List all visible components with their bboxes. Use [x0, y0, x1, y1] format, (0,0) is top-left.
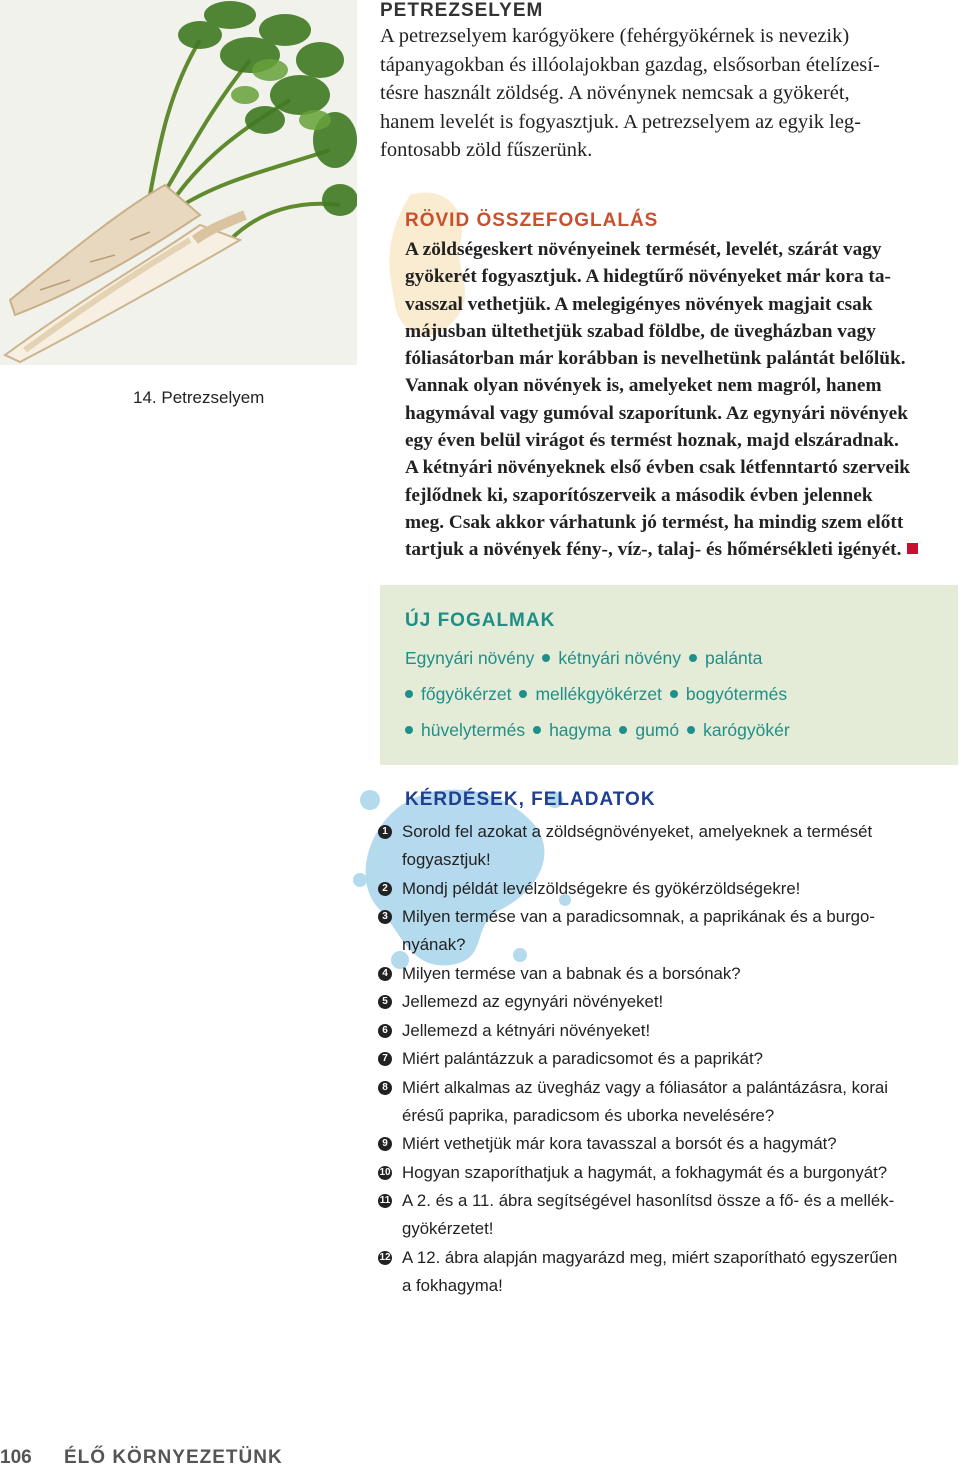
concepts-row — [397, 720, 790, 741]
question-item — [378, 903, 960, 959]
concepts-row — [405, 648, 762, 669]
concepts-heading: ÚJ FOGALMAK — [405, 610, 556, 631]
question-line: fogyasztjuk! — [402, 850, 491, 869]
question-line: érésű paprika, paradicsom és uborka nevelésére? — [402, 1105, 775, 1125]
concept-term: karógyökér — [703, 720, 790, 740]
bullet-icon — [542, 654, 550, 662]
question-item — [378, 818, 960, 874]
bullet-icon — [533, 726, 541, 734]
intro-paragraph — [380, 22, 955, 165]
intro-line: fontosabb zöld fűszerünk. — [380, 139, 593, 161]
number-badge-icon: 9 — [378, 1137, 392, 1151]
concept-term: hagyma — [549, 720, 612, 740]
summary-line: egy éven belül virágot és termést hoznak, majd elszáradnak. — [405, 430, 899, 452]
number-badge-icon: 5 — [378, 995, 392, 1009]
number-badge-icon: 12 — [379, 1251, 391, 1263]
concept-term: hüvelytermés — [421, 720, 526, 740]
question-line: Hogyan szaporíthatjuk a hagymát, a fokhagymát és a burgonyát? — [402, 1162, 888, 1182]
number-badge-icon: 10 — [379, 1166, 391, 1178]
concepts-row — [397, 684, 787, 705]
question-line: Miért palántázzuk a paradicsomot és a paprikát? — [402, 1049, 763, 1068]
summary-line: meg. Csak akkor várhatunk jó termést, ha mindig szem előtt — [405, 511, 904, 533]
summary-heading: RÖVID ÖSSZEFOGLALÁS — [405, 210, 659, 231]
number-badge-icon: 8 — [378, 1081, 392, 1095]
question-line: Milyen termése van a babnak és a borsónak? — [402, 963, 741, 983]
number-badge-icon: 6 — [378, 1024, 392, 1038]
concept-term: gumó — [635, 720, 680, 740]
intro-line: A petrezselyem karógyökere (fehérgyökérnek is nevezik) — [380, 25, 850, 47]
number-badge-icon: 3 — [378, 910, 392, 924]
question-line: a fokhagyma! — [402, 1275, 503, 1295]
question-line: Miért alkalmas az üvegház vagy a fóliasátor a palántázásra, korai — [402, 1077, 888, 1097]
question-line: Miért vethetjük már kora tavasszal a borsót és a hagymát? — [402, 1134, 837, 1153]
number-badge-icon: 7 — [378, 1052, 392, 1066]
question-line: Mondj példát levélzöldségekre és gyökérzöldségekre! — [402, 878, 801, 898]
questions-heading: KÉRDÉSEK, FELADATOK — [405, 789, 656, 810]
concept-term: bogyótermés — [685, 684, 788, 704]
question-item — [378, 1187, 960, 1243]
summary-line: fejlődnek ki, szaporítószerveik a második évben jelennek — [405, 484, 873, 506]
number-badge-icon: 1 — [378, 825, 392, 839]
page-number: 106 — [0, 1447, 32, 1468]
question-item — [378, 1159, 960, 1187]
question-line: A 2. és a 11. ábra segítségével hasonlítsd össze a fő- és a mellék- — [402, 1191, 895, 1210]
question-line: Jellemezd az egynyári növényeket! — [402, 992, 664, 1011]
question-item — [378, 1244, 960, 1300]
question-line: Sorold fel azokat a zöldségnövényeket, amelyeknek a termését — [402, 822, 873, 841]
intro-line: tápanyagokban és illóolajokban gazdag, elsősorban ételízesí- — [380, 53, 880, 76]
question-line: Milyen termése van a paradicsomnak, a paprikának és a burgo- — [402, 907, 875, 926]
question-line: gyökérzetet! — [402, 1219, 494, 1238]
summary-line-last: tartjuk a növények fény-, víz-, talaj- és hőmérsékleti igényét. — [405, 536, 957, 563]
concept-term: palánta — [704, 648, 763, 668]
intro-line: hanem levelét is fogyasztjuk. A petrezselyem az egyik leg- — [380, 110, 862, 133]
bullet-icon — [670, 690, 678, 698]
concept-term: főgyökérzet — [421, 684, 512, 704]
question-item — [378, 875, 960, 903]
question-line: A 12. ábra alapján magyarázd meg, miért szaporítható egyszerűen — [402, 1247, 898, 1267]
summary-line: májusban ültethetjük szabad földbe, de üvegházban vagy — [405, 320, 876, 342]
end-square-icon — [907, 543, 918, 554]
concept-term: Egynyári növény — [405, 648, 535, 668]
figure-caption: 14. Petrezselyem — [133, 388, 265, 407]
summary-line: hagymával vagy gumóval szaporítunk. Az egynyári növények — [405, 402, 908, 424]
question-item — [378, 1130, 960, 1158]
question-item — [378, 1045, 960, 1073]
summary-line: gyökerét fogyasztjuk. A hidegtűrő növényeket már kora ta- — [405, 266, 891, 288]
bullet-icon — [519, 690, 527, 698]
question-line: nyának? — [402, 935, 466, 954]
number-badge-icon: 11 — [379, 1195, 391, 1206]
summary-paragraph — [405, 236, 957, 564]
concept-term: kétnyári növény — [558, 648, 681, 668]
number-badge-icon: 2 — [378, 882, 392, 896]
summary-line: A kétnyári növényeknek első évben csak létfenntartó szerveik — [405, 457, 911, 479]
summary-line: A zöldségeskert növényeinek termését, levelét, szárát vagy — [405, 239, 882, 260]
question-line: Jellemezd a kétnyári növényeket! — [402, 1020, 651, 1040]
concept-term: mellékgyökérzet — [535, 684, 662, 704]
summary-line: fóliasátorban már korábban is nevelhetünk palántát belőlük. — [405, 348, 906, 370]
bullet-icon — [687, 726, 695, 734]
summary-line: vasszal vethetjük. A melegigényes növények magjait csak — [405, 293, 873, 315]
bullet-icon — [405, 690, 413, 698]
section-title-petrezselyem: PETREZSELYEM — [380, 0, 544, 21]
question-item — [378, 988, 960, 1016]
intro-line: tésre használt zöldség. A növénynek nemcsak a gyökerét, — [380, 82, 850, 104]
summary-line: Vannak olyan növények is, amelyeket nem magról, hanem — [405, 375, 882, 397]
bullet-icon — [405, 726, 413, 734]
question-item — [378, 960, 960, 988]
parsley-photo — [0, 0, 357, 365]
number-badge-icon: 4 — [378, 967, 392, 981]
parsley-illustration — [0, 0, 357, 365]
bullet-icon — [619, 726, 627, 734]
question-item — [378, 1074, 960, 1130]
question-item — [378, 1017, 960, 1045]
question-list — [378, 818, 960, 1300]
running-footer-title: ÉLŐ KÖRNYEZETÜNK — [64, 1447, 283, 1468]
bullet-icon — [689, 654, 697, 662]
